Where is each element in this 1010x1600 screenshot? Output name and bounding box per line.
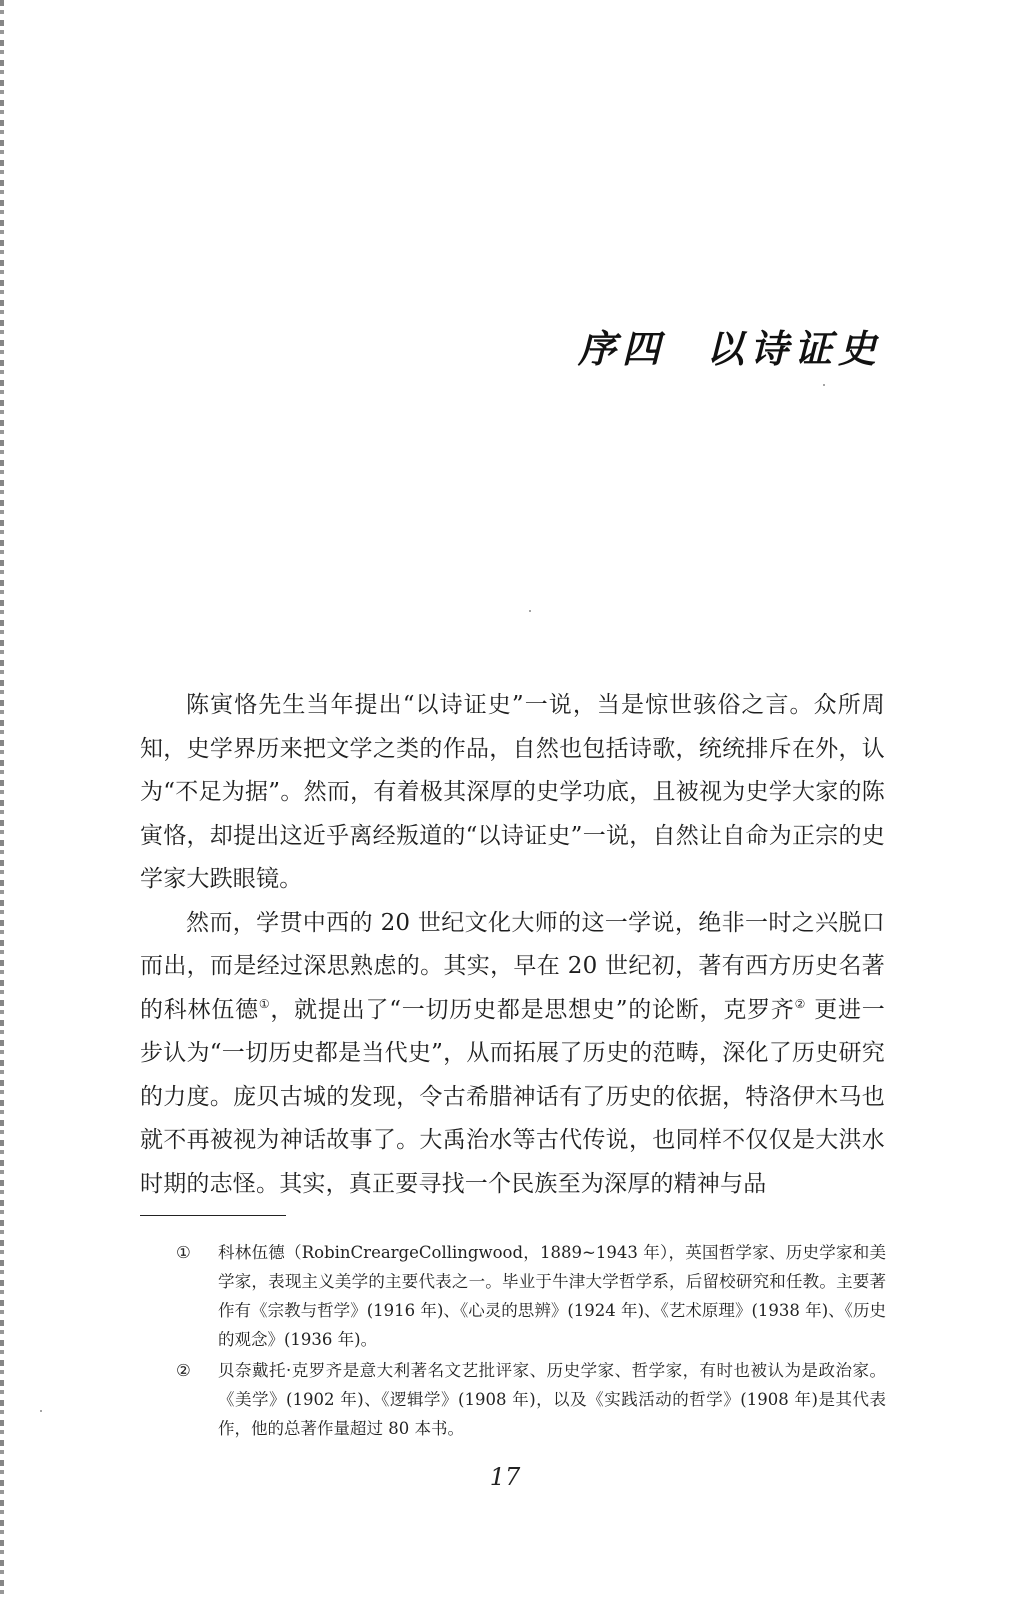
footnote-1-marker: ① — [176, 1243, 191, 1262]
chapter-title-text: 以诗证史 — [705, 326, 882, 371]
scan-speck — [529, 610, 531, 612]
paragraph-2-part-3: 更进一步认为“一切历史都是当代史”，从而拓展了历史的范畴，深化了历史研究的力度。庞贝古城的发现，令古希腊神话有了历史的依据，特洛伊木马也就不再被视为神话故事了。大禹治水等古代传说，也同样不仅仅是大洪水时期的志怪。其实，真正要寻找一个民族至为深厚的精神与品 — [140, 996, 885, 1197]
footnote-divider — [140, 1215, 286, 1216]
page-number: 17 — [489, 1463, 521, 1491]
chapter-title-number: 序四 — [577, 326, 666, 371]
footnote-1 — [176, 1238, 886, 1354]
footnote-ref-2[interactable]: ② — [794, 996, 807, 1011]
scan-speck — [40, 1410, 42, 1412]
scan-edge-artifact — [0, 0, 4, 1600]
chapter-title — [578, 318, 882, 373]
paragraph-2-part-1: 然而，学贯中西的 20 世纪文化大师的这一学说，绝非一时之兴脱口而出，而是经过深思熟虑的。其实，早在 20 世纪初，著有西方历史名著的科林伍德 — [140, 909, 885, 1023]
body-text — [140, 684, 885, 1206]
footnote-1-text: 科林伍德（RobinCreargeCollingwood，1889~1943 年），英国哲学家、历史学家和美学家，表现主义美学的主要代表之一。毕业于牛津大学哲学系，后留校研究和任教。主要著作有《宗教与哲学》(1916 年)、《心灵的思辨》(1924 年)、《艺术原理》(1938 年)、《历史的观念》(1936 年)。 — [218, 1243, 886, 1349]
scan-speck — [823, 384, 825, 386]
footnotes — [176, 1238, 886, 1445]
footnote-2-marker: ② — [176, 1361, 191, 1380]
paragraph-2-part-2: ，就提出了“一切历史都是思想史”的论断，克罗齐 — [270, 996, 795, 1023]
footnote-ref-1[interactable]: ① — [258, 996, 271, 1011]
paragraph-2 — [140, 902, 885, 1207]
paragraph-1: 陈寅恪先生当年提出“以诗证史”一说，当是惊世骇俗之言。众所周知，史学界历来把文学之类的作品，自然也包括诗歌，统统排斥在外，认为“不足为据”。然而，有着极其深厚的史学功底，且被视为史学大家的陈寅恪，却提出这近乎离经叛道的“以诗证史”一说，自然让自命为正宗的史学家大跌眼镜。 — [140, 692, 885, 892]
footnote-2 — [176, 1356, 886, 1443]
footnote-2-text: 贝奈戴托·克罗齐是意大利著名文艺批评家、历史学家、哲学家，有时也被认为是政治家。《美学》(1902 年)、《逻辑学》(1908 年)，以及《实践活动的哲学》(1908 年)是其代表作，他的总著作量超过 80 本书。 — [218, 1361, 886, 1438]
